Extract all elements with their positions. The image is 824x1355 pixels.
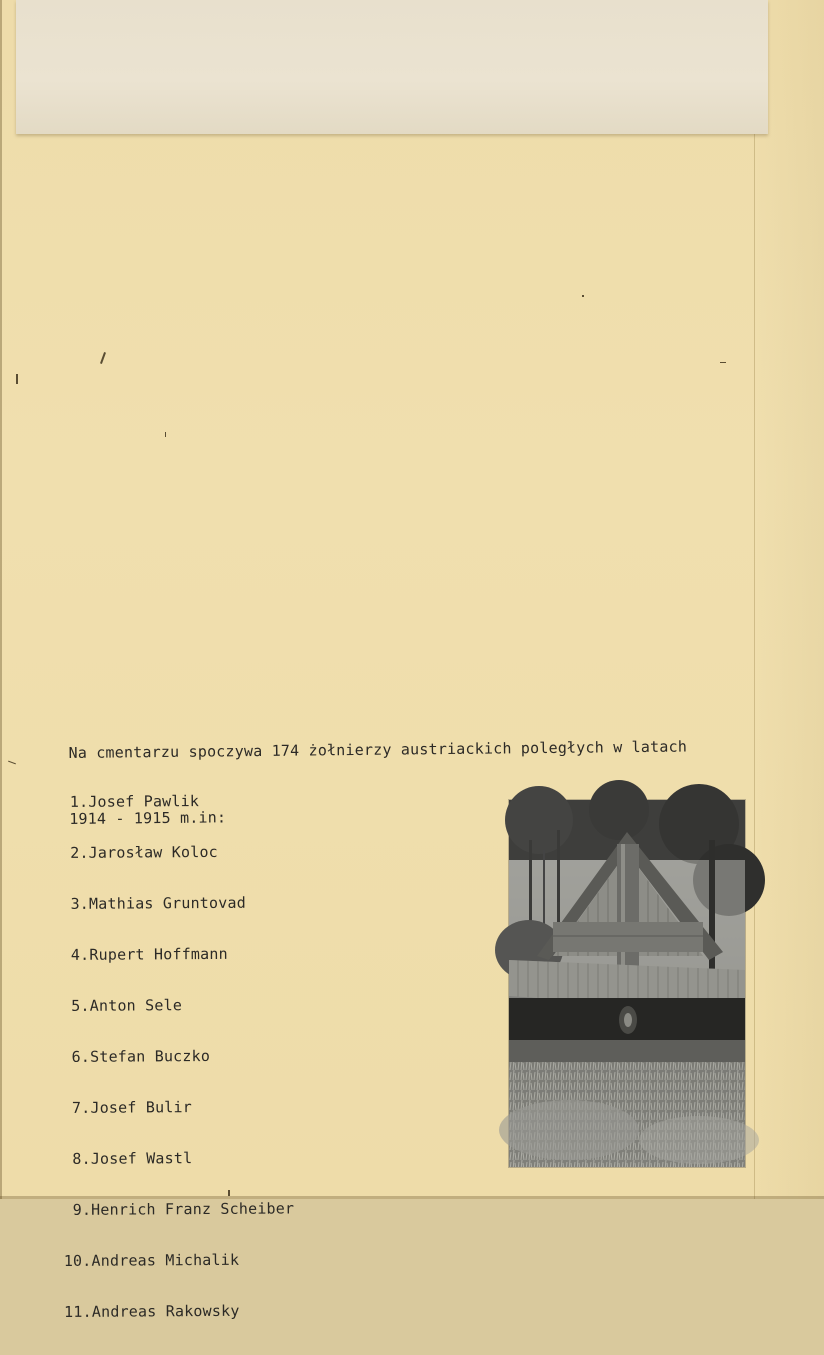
list-item bbox=[63, 1200, 294, 1219]
list-number: 8. bbox=[72, 1149, 91, 1168]
soldier-name: Rupert Hoffmann bbox=[89, 944, 228, 964]
list-item bbox=[64, 1302, 295, 1321]
soldier-name: Josef Bulir bbox=[90, 1098, 193, 1117]
list-item bbox=[62, 1047, 293, 1066]
list-number: 5. bbox=[71, 996, 90, 1015]
soldier-list bbox=[60, 758, 295, 1355]
soldier-name: Josef Pawlik bbox=[88, 792, 200, 811]
paper-speck bbox=[16, 374, 18, 384]
list-item bbox=[63, 1149, 294, 1168]
list-number: 6. bbox=[71, 1047, 91, 1066]
fold-line bbox=[754, 130, 755, 1199]
page-left-edge bbox=[0, 0, 2, 1199]
list-item bbox=[62, 996, 293, 1015]
paper-speck bbox=[100, 352, 106, 364]
soldier-name: Andreas Rakowsky bbox=[91, 1301, 240, 1321]
list-item bbox=[60, 792, 291, 811]
paper-speck bbox=[165, 432, 166, 437]
soldier-name: Josef Wastl bbox=[90, 1149, 193, 1168]
paper-speck bbox=[8, 761, 16, 765]
soldier-name: Jarosław Koloc bbox=[88, 842, 218, 862]
cemetery-cross-photo bbox=[509, 800, 745, 1167]
photo-image bbox=[509, 800, 745, 1167]
intro-line-2: 1914 - 1915 m.in: bbox=[69, 808, 227, 828]
list-item bbox=[61, 843, 292, 862]
soldier-name: Anton Sele bbox=[89, 996, 183, 1015]
tissue-paper-strip bbox=[16, 0, 768, 134]
list-item bbox=[62, 1098, 293, 1117]
list-item bbox=[61, 945, 292, 964]
soldier-name: Mathias Gruntovad bbox=[88, 893, 247, 913]
list-number: 11. bbox=[64, 1302, 92, 1321]
list-number: 9. bbox=[72, 1200, 92, 1219]
paper-speck bbox=[582, 295, 584, 297]
soldier-name: Stefan Buczko bbox=[90, 1046, 211, 1066]
soldier-name: Henrich Franz Scheiber bbox=[91, 1199, 295, 1219]
list-item bbox=[63, 1251, 294, 1270]
list-number: 1. bbox=[69, 792, 89, 811]
paper-speck bbox=[720, 362, 726, 363]
page-bottom-edge bbox=[0, 1196, 824, 1199]
intro-line-1: Na cmentarzu spoczywa 174 żołnierzy austriackich poległych w latach bbox=[68, 737, 688, 762]
list-number: 3. bbox=[70, 894, 90, 913]
page-right-shading bbox=[754, 0, 824, 1199]
list-number: 2. bbox=[70, 843, 89, 862]
list-item bbox=[61, 894, 292, 913]
soldier-name: Andreas Michalik bbox=[91, 1250, 240, 1270]
list-number: 10. bbox=[63, 1251, 92, 1270]
list-number: 7. bbox=[71, 1098, 91, 1117]
list-number: 4. bbox=[70, 945, 90, 964]
